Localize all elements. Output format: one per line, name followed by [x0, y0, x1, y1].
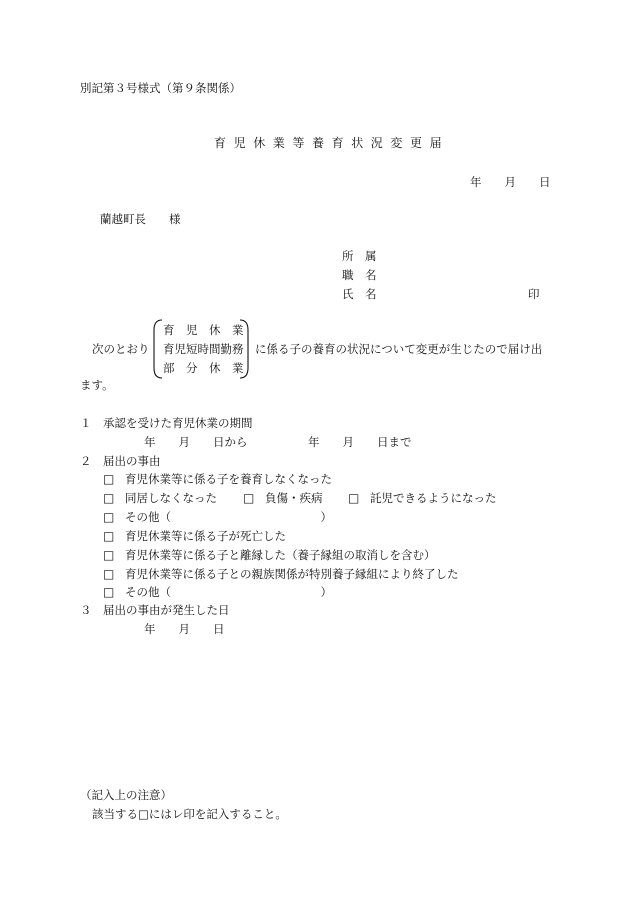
checkbox-reason-1[interactable]: □: [103, 472, 115, 486]
section-2-title: ２ 届出の事由: [80, 454, 161, 468]
period-to: 年 月 日まで: [308, 435, 412, 449]
intro-text-continuation: ます。: [80, 378, 114, 392]
reason-other-1: その他（ ）: [125, 510, 332, 524]
notes-text: 該当する□にはレ印を記入すること。: [92, 807, 287, 821]
checkbox-reason-9[interactable]: □: [103, 585, 115, 599]
checkbox-reason-2[interactable]: □: [103, 491, 115, 505]
checkbox-reason-6[interactable]: □: [103, 529, 115, 543]
checkbox-reason-4[interactable]: □: [348, 491, 360, 505]
intro-text-after: に係る子の養育の状況について変更が生じたので届け出: [255, 342, 543, 356]
reason-child-deceased: 育児休業等に係る子が死亡した: [125, 529, 286, 543]
checkbox-reason-8[interactable]: □: [103, 567, 115, 581]
section-1-title: １ 承認を受けた育児休業の期間: [80, 416, 253, 430]
reason-not-cohabiting: 同居しなくなった: [125, 491, 217, 505]
section-3-title: ３ 届出の事由が発生した日: [80, 603, 230, 617]
name-label: 氏 名: [342, 287, 377, 301]
reason-daycare-available: 託児できるようになった: [370, 491, 497, 505]
checkbox-reason-3[interactable]: □: [243, 491, 255, 505]
seal-label: 印: [528, 287, 540, 301]
notes-title: （記入上の注意）: [80, 788, 172, 802]
reason-injury-illness: 負傷・疾病: [265, 491, 323, 505]
reason-not-raising: 育児休業等に係る子を養育しなくなった: [125, 472, 332, 486]
choice-short-hours: 育児短時間勤務: [163, 342, 244, 356]
reason-adoption-dissolved: 育児休業等に係る子と離縁した（養子縁組の取消しを含む）: [125, 548, 436, 562]
checkbox-reason-7[interactable]: □: [103, 548, 115, 562]
submission-date: 年 月 日: [470, 175, 551, 189]
occurrence-date: 年 月 日: [144, 622, 225, 636]
choice-partial-leave: 部 分 休 業: [163, 361, 244, 375]
department-label: 所 属: [342, 249, 377, 263]
form-number: 別記第３号様式（第９条関係）: [80, 81, 241, 95]
addressee: 蘭越町長 様: [100, 212, 181, 226]
choice-childcare-leave: 育 児 休 業: [163, 323, 244, 337]
reason-special-adoption-ended: 育児休業等に係る子との親族関係が特別養子縁組により終了した: [125, 567, 459, 581]
left-bracket: [150, 318, 164, 380]
checkbox-reason-5[interactable]: □: [103, 510, 115, 524]
position-label: 職 名: [342, 268, 377, 282]
reason-other-2: その他（ ）: [125, 585, 332, 599]
page-title: 育児休業等養育状況変更届: [214, 136, 450, 150]
period-from: 年 月 日から: [144, 435, 248, 449]
intro-text-before: 次のとおり: [92, 342, 150, 356]
